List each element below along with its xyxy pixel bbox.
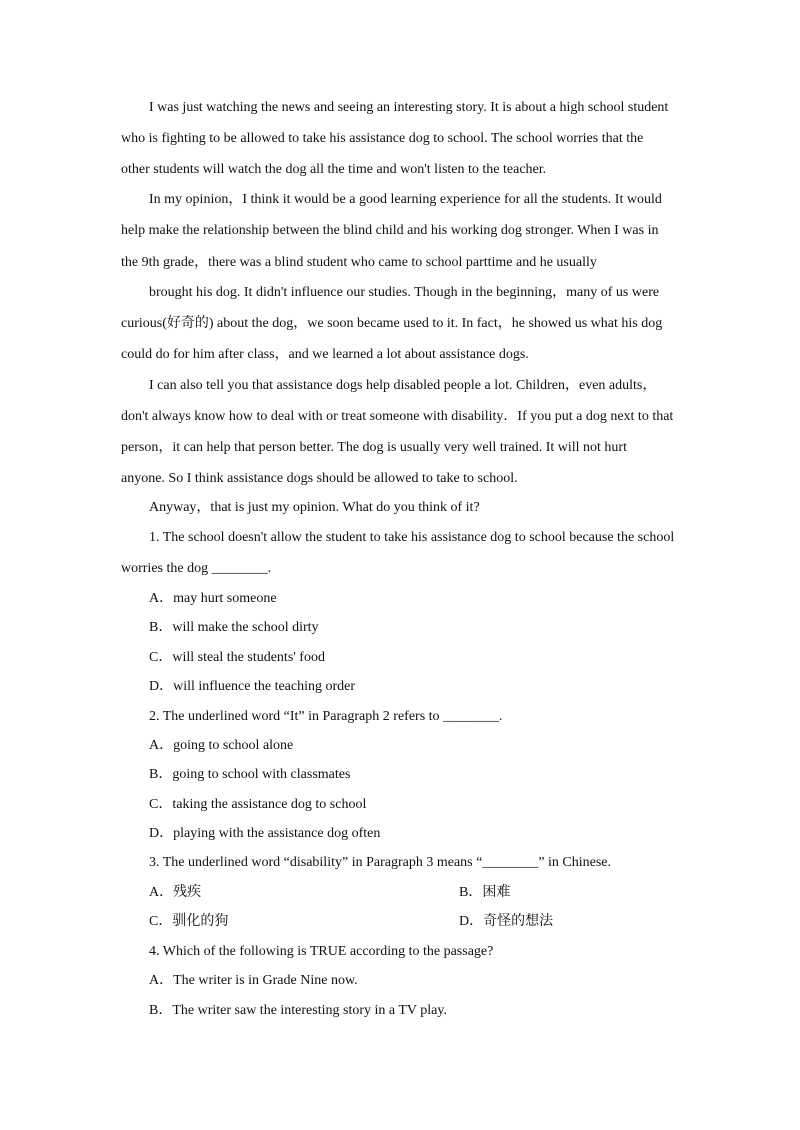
passage-line: don't always know how to deal with or treat someone with disability．If you put a dog next to that: [121, 409, 674, 424]
option-c: C．taking the assistance dog to school: [149, 797, 367, 812]
option-b: B．困难: [459, 885, 511, 900]
passage-line: brought his dog. It didn't influence our studies. Though in the beginning，many of us were: [149, 285, 660, 300]
passage-line: I can also tell you that assistance dogs help disabled people a lot. Children，even adults，: [149, 378, 657, 393]
passage-line: anyone. So I think assistance dogs should be allowed to take to school.: [121, 471, 518, 486]
option-a: A．残疾: [149, 885, 202, 900]
option-d: D．奇怪的想法: [459, 914, 554, 929]
question-stem: 3. The underlined word “disability” in Paragraph 3 means “________” in Chinese.: [149, 855, 612, 870]
option-a: A．The writer is in Grade Nine now.: [149, 973, 358, 988]
passage-line: Anyway，that is just my opinion. What do you think of it?: [149, 500, 480, 515]
question-stem: 4. Which of the following is TRUE according to the passage?: [149, 944, 494, 959]
option-a: A．may hurt someone: [149, 591, 277, 606]
option-a: A．going to school alone: [149, 738, 294, 753]
option-c: C．will steal the students' food: [149, 650, 325, 665]
option-b: B．going to school with classmates: [149, 767, 351, 782]
passage-line: help make the relationship between the blind child and his working dog stronger. When I was in: [121, 223, 659, 238]
passage-line: I was just watching the news and seeing an interesting story. It is about a high school student: [149, 100, 669, 115]
passage-line: could do for him after class，and we learned a lot about assistance dogs.: [121, 347, 529, 362]
option-d: D．will influence the teaching order: [149, 679, 356, 694]
passage-line: curious(好奇的) about the dog，we soon became used to it. In fact，he showed us what his dog: [121, 316, 663, 331]
option-b: B．The writer saw the interesting story in a TV play.: [149, 1003, 447, 1018]
passage-line: other students will watch the dog all the time and won't listen to the teacher.: [121, 162, 547, 177]
question-stem: 1. The school doesn't allow the student to take his assistance dog to school because the school: [149, 530, 675, 545]
passage-line: the 9th grade，there was a blind student who came to school parttime and he usually: [121, 255, 597, 270]
passage-line: person，it can help that person better. The dog is usually very well trained. It will not hurt: [121, 440, 627, 455]
question-stem: 2. The underlined word “It” in Paragraph 2 refers to ________.: [149, 709, 503, 724]
passage-line: who is fighting to be allowed to take his assistance dog to school. The school worries that the: [121, 131, 644, 146]
option-d: D．playing with the assistance dog often: [149, 826, 381, 841]
option-c: C．驯化的狗: [149, 914, 229, 929]
option-b: B．will make the school dirty: [149, 620, 319, 635]
question-stem: worries the dog ________.: [121, 561, 272, 576]
passage-line: In my opinion，I think it would be a good learning experience for all the students. It would: [149, 192, 662, 207]
